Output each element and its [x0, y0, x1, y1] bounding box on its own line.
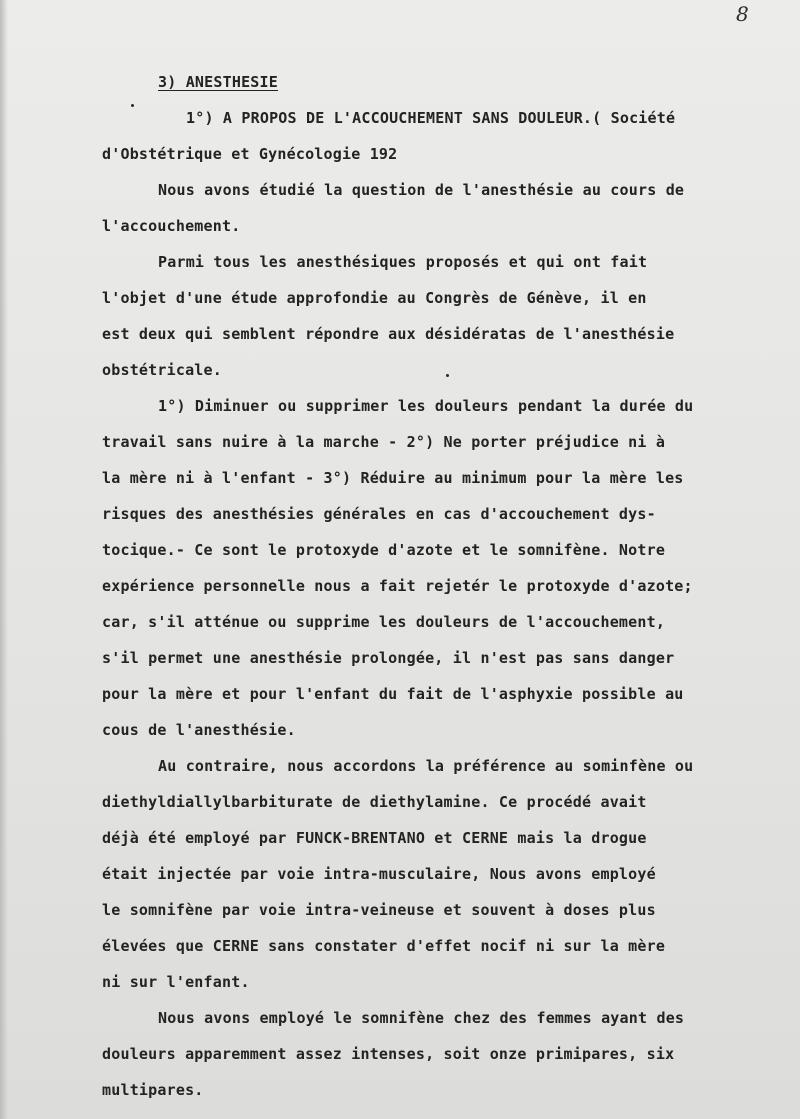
text-line: expérience personnelle nous a fait rejetér le protoxyde d'azote; — [102, 577, 693, 595]
margin-mark — [446, 374, 449, 377]
text-line: déjà été employé par FUNCK-BRENTANO et CERNE mais la drogue — [102, 829, 647, 847]
text-line: l'objet d'une étude approfondie au Congrès de Génève, il en — [102, 289, 647, 307]
text-line: est deux qui semblent répondre aux désidératas de l'anesthésie — [102, 325, 675, 343]
text-line: l'accouchement. — [102, 217, 241, 235]
text-line: Nous avons étudié la question de l'anesthésie au cours de — [158, 181, 685, 199]
section-heading: 3) ANESTHESIE — [158, 73, 278, 91]
page-number: 8 — [736, 2, 749, 26]
text-line: diethyldiallylbarbiturate de diethylamine. Ce procédé avait — [102, 793, 647, 811]
text-line: 1°) Diminuer ou supprimer les douleurs pendant la durée du — [158, 397, 694, 415]
text-line: Parmi tous les anesthésiques proposés et qui ont fait — [158, 253, 648, 271]
text-line: multipares. — [102, 1081, 204, 1099]
text-line: la mère ni à l'enfant - 3°) Réduire au minimum pour la mère les — [102, 469, 684, 487]
text-line: élevées que CERNE sans constater d'effet nocif ni sur la mère — [102, 937, 666, 955]
subheading-line: 1°) A PROPOS DE L'ACCOUCHEMENT SANS DOULEUR.( Société — [186, 109, 676, 127]
text-line: risques des anesthésies générales en cas d'accouchement dys- — [102, 505, 656, 523]
margin-mark — [131, 104, 134, 107]
text-line: ni sur l'enfant. — [102, 973, 250, 991]
text-line: car, s'il atténue ou supprime les douleurs de l'accouchement, — [102, 613, 666, 631]
text-line: était injectée par voie intra-musculaire, Nous avons employé — [102, 865, 656, 883]
text-line: Nous avons employé le somnifène chez des femmes ayant des — [158, 1009, 685, 1027]
text-line: tocique.- Ce sont le protoxyde d'azote et le somnifène. Notre — [102, 541, 666, 559]
text-line: le somnifène par voie intra-veineuse et souvent à doses plus — [102, 901, 656, 919]
text-line: douleurs apparemment assez intenses, soit onze primipares, six — [102, 1045, 675, 1063]
scan-edge — [0, 0, 8, 1119]
text-line: pour la mère et pour l'enfant du fait de l'asphyxie possible au — [102, 685, 684, 703]
text-line: s'il permet une anesthésie prolongée, il n'est pas sans danger — [102, 649, 675, 667]
text-line: obstétricale. — [102, 361, 222, 379]
text-line: d'Obstétrique et Gynécologie 192 — [102, 145, 398, 163]
text-line: cous de l'anesthésie. — [102, 721, 296, 739]
text-line: travail sans nuire à la marche - 2°) Ne porter préjudice ni à — [102, 433, 666, 451]
text-line: Au contraire, nous accordons la préférence au sominfène ou — [158, 757, 694, 775]
